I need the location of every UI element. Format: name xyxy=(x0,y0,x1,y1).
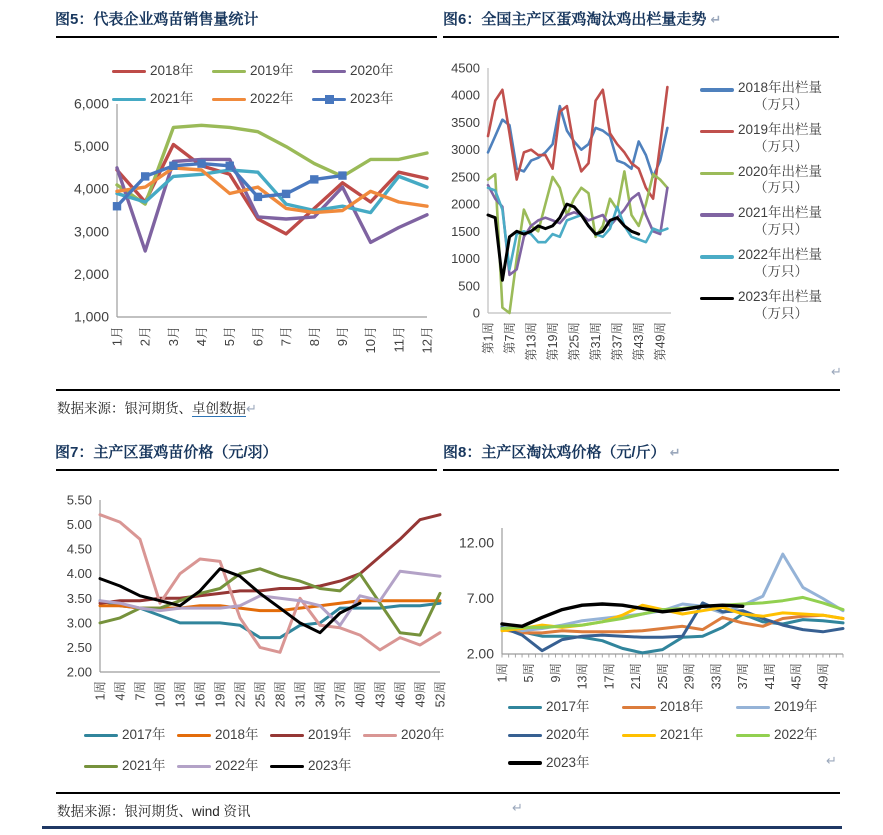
y-tick-label: 3000 xyxy=(451,142,480,158)
legend-item-2021 xyxy=(84,758,177,775)
legend-swatch xyxy=(312,98,346,102)
y-tick-label: 0 xyxy=(472,305,480,321)
legend-swatch xyxy=(736,706,770,710)
y-tick-label: 7.00 xyxy=(466,590,494,606)
return-mark-icon: ↵ xyxy=(826,753,837,768)
legend-swatch xyxy=(84,765,118,769)
x-tick-label: 37周 xyxy=(736,663,751,690)
legend-label: 2018年出栏量 （万只） xyxy=(738,80,823,112)
chart8-canvas xyxy=(455,478,881,713)
x-tick-label: 49周 xyxy=(413,681,428,708)
legend-swatch xyxy=(736,734,770,738)
series-marker xyxy=(113,202,121,210)
legend-swatch xyxy=(84,734,118,738)
x-tick-label: 11月 xyxy=(391,326,407,353)
x-tick-label: 33周 xyxy=(709,663,724,690)
legend-label: 2018年 xyxy=(660,699,704,714)
y-tick-label: 2000 xyxy=(451,196,480,212)
x-tick-label: 22周 xyxy=(233,681,248,708)
chart7-chick-price xyxy=(55,480,450,737)
legend-swatch xyxy=(700,255,734,259)
y-tick-label: 5.00 xyxy=(66,517,92,533)
x-tick-label: 25周 xyxy=(253,681,268,708)
x-tick-label: 3月 xyxy=(165,326,181,347)
legend-swatch xyxy=(700,213,734,217)
x-tick-label: 6月 xyxy=(250,326,266,347)
x-tick-label: 1周 xyxy=(495,663,510,683)
y-tick-label: 2.00 xyxy=(466,645,494,662)
legend-swatch xyxy=(622,734,656,738)
x-tick-label: 10周 xyxy=(153,681,168,708)
legend-item-2020 xyxy=(363,727,456,744)
x-tick-label: 29周 xyxy=(682,663,697,690)
legend-swatch xyxy=(112,70,146,74)
legend-label: 2017年 xyxy=(122,727,166,742)
y-tick-label: 4,000 xyxy=(73,180,109,197)
legend-label: 2023年 xyxy=(350,90,394,106)
y-tick-label: 2,000 xyxy=(73,265,109,282)
y-tick-label: 1500 xyxy=(451,223,480,239)
legend-label: 2023年出栏量 （万只） xyxy=(738,288,823,321)
source1-text: 数据来源：银河期货、 xyxy=(57,401,192,416)
legend-item-2019 xyxy=(700,122,882,156)
series-marker xyxy=(282,190,290,198)
y-tick-label: 3.00 xyxy=(66,615,92,631)
series-marker xyxy=(197,159,205,167)
legend-item-2019 xyxy=(736,699,850,716)
legend-item-2020 xyxy=(312,63,412,80)
y-tick-label: 2.50 xyxy=(66,639,92,655)
page-bottom-border xyxy=(42,826,842,829)
series-marker xyxy=(338,171,346,179)
legend-item-2022 xyxy=(177,758,270,775)
chart6-legend xyxy=(700,80,882,323)
legend-marker xyxy=(325,95,334,104)
x-tick-label: 28周 xyxy=(273,681,288,708)
x-tick-label: 4周 xyxy=(113,681,128,701)
legend-label: 2019年 xyxy=(250,63,294,78)
chart6-cull-hen-volume xyxy=(441,55,705,382)
legend-label: 2018年 xyxy=(150,63,194,78)
legend-item-2018 xyxy=(700,80,882,114)
legend-item-2018 xyxy=(622,699,736,716)
legend-swatch xyxy=(700,297,734,301)
zhuochuang-data-link[interactable]: 卓创数据 xyxy=(192,401,246,416)
x-tick-label: 5月 xyxy=(222,326,238,347)
x-tick-label: 12月 xyxy=(419,326,435,354)
series-line-2017 xyxy=(100,601,440,638)
x-tick-label: 9月 xyxy=(334,326,350,347)
divider xyxy=(56,469,437,471)
figure5-title-text: 图5：代表企业鸡苗销售量统计 xyxy=(55,11,259,28)
legend-label: 2020年出栏量 （万只） xyxy=(738,163,823,196)
x-tick-label: 45周 xyxy=(789,663,804,690)
legend-item-2020 xyxy=(508,727,622,744)
x-tick-label: 第19周 xyxy=(546,322,561,361)
legend-label: 2019年出栏量 （万只） xyxy=(738,121,823,154)
x-tick-label: 8月 xyxy=(306,326,322,347)
series-marker xyxy=(254,193,262,201)
figure8-title xyxy=(443,441,681,462)
legend-item-2017 xyxy=(508,699,622,716)
figure7-title-text: 图7：主产区蛋鸡苗价格（元/羽） xyxy=(55,444,278,461)
legend-item-2019 xyxy=(270,727,363,744)
legend-label: 2021年 xyxy=(122,757,166,773)
y-tick-label: 3.50 xyxy=(66,590,92,606)
legend-label: 2022年 xyxy=(250,90,294,106)
x-tick-label: 34周 xyxy=(313,681,328,708)
x-tick-label: 25周 xyxy=(655,663,670,690)
x-tick-label: 13周 xyxy=(575,663,590,690)
figure8-title-text: 图8：主产区淘汰鸡价格（元/斤） xyxy=(443,444,666,461)
x-tick-label: 第31周 xyxy=(589,322,604,361)
legend-swatch xyxy=(508,734,542,738)
series-marker xyxy=(169,162,177,170)
x-tick-label: 13周 xyxy=(173,681,188,708)
legend-swatch xyxy=(508,706,542,710)
x-tick-label: 19周 xyxy=(213,681,228,708)
return-mark-icon: ↵ xyxy=(246,401,257,416)
legend-item-2019 xyxy=(212,63,312,80)
y-tick-label: 1,000 xyxy=(73,308,109,325)
x-tick-label: 1周 xyxy=(93,681,108,701)
legend-swatch xyxy=(212,70,246,74)
x-tick-label: 49周 xyxy=(816,663,831,690)
x-tick-label: 第37周 xyxy=(610,322,625,361)
legend-item-2021 xyxy=(112,91,212,108)
series-marker xyxy=(226,162,234,170)
x-tick-label: 5周 xyxy=(522,663,537,683)
divider xyxy=(56,36,437,38)
legend-swatch xyxy=(177,765,211,769)
legend-label: 2022年 xyxy=(774,726,818,742)
legend-swatch xyxy=(312,70,346,74)
legend-item-2023 xyxy=(270,758,363,775)
return-mark-icon: ↵ xyxy=(669,445,681,460)
legend-label: 2020年 xyxy=(401,727,445,742)
y-tick-label: 4.00 xyxy=(66,566,92,582)
legend-label: 2023年 xyxy=(546,754,590,770)
return-mark-icon: ↵ xyxy=(831,364,842,379)
legend-label: 2022年出栏量 （万只） xyxy=(738,247,823,279)
y-tick-label: 2.00 xyxy=(66,664,92,680)
x-tick-label: 第25周 xyxy=(567,322,582,361)
legend-label: 2020年 xyxy=(546,726,590,742)
legend-swatch xyxy=(270,734,304,738)
legend-label: 2020年 xyxy=(350,63,394,78)
chart6-canvas xyxy=(441,55,705,377)
legend-label: 2019年 xyxy=(774,699,818,714)
x-tick-label: 10月 xyxy=(363,326,379,354)
figure6-title xyxy=(443,8,721,29)
divider xyxy=(443,36,839,38)
legend-item-2017 xyxy=(84,727,177,744)
x-tick-label: 7月 xyxy=(278,326,294,347)
x-tick-label: 第1周 xyxy=(481,322,496,354)
legend-item-2022 xyxy=(736,727,850,744)
x-tick-label: 第49周 xyxy=(653,322,668,361)
y-tick-label: 4.50 xyxy=(66,541,92,557)
y-tick-label: 1000 xyxy=(451,251,480,267)
chart8-cull-hen-price xyxy=(455,478,881,718)
legend-item-2023 xyxy=(508,755,622,772)
y-tick-label: 5.50 xyxy=(66,492,92,508)
legend-swatch xyxy=(112,98,146,102)
figure6-title-text: 图6：全国主产区蛋鸡淘汰鸡出栏量走势 xyxy=(443,11,707,28)
legend-swatch xyxy=(212,98,246,102)
legend-swatch xyxy=(622,706,656,710)
legend-swatch xyxy=(700,130,734,134)
legend-label: 2018年 xyxy=(215,727,259,742)
y-tick-label: 12.00 xyxy=(458,534,494,551)
legend-label: 2021年 xyxy=(660,726,704,742)
x-tick-label: 16周 xyxy=(193,681,208,708)
source2-text: 数据来源：银河期货、wind 资讯 xyxy=(57,804,251,819)
legend-swatch xyxy=(270,765,304,769)
return-mark-icon: ↵ xyxy=(512,800,523,815)
x-tick-label: 17周 xyxy=(602,663,617,690)
return-mark-icon: ↵ xyxy=(710,12,722,27)
y-tick-label: 2500 xyxy=(451,169,480,185)
source-line-2 xyxy=(57,800,251,820)
chart7-canvas xyxy=(55,480,450,732)
y-tick-label: 4500 xyxy=(451,60,480,76)
legend-item-2023 xyxy=(700,289,882,323)
legend-item-2022 xyxy=(212,91,312,108)
legend-swatch xyxy=(700,88,734,92)
legend-item-2018 xyxy=(112,63,212,80)
x-tick-label: 7周 xyxy=(133,681,148,701)
series-line-2017 xyxy=(502,614,843,653)
x-tick-label: 第13周 xyxy=(524,322,539,361)
legend-label: 2017年 xyxy=(546,699,590,714)
y-tick-label: 3,000 xyxy=(73,223,109,240)
legend-label: 2022年 xyxy=(215,757,259,773)
x-tick-label: 52周 xyxy=(433,681,448,708)
x-tick-label: 第7周 xyxy=(503,322,518,354)
y-tick-label: 6,000 xyxy=(73,95,109,112)
x-tick-label: 31周 xyxy=(293,681,308,708)
divider xyxy=(56,792,840,794)
legend-item-2018 xyxy=(177,727,270,744)
x-tick-label: 40周 xyxy=(353,681,368,708)
figure7-title xyxy=(55,441,278,462)
y-tick-label: 5,000 xyxy=(73,138,109,155)
legend-swatch xyxy=(700,172,734,176)
legend-swatch xyxy=(177,734,211,738)
series-line-2021 xyxy=(488,185,667,275)
chart8-legend xyxy=(508,699,856,772)
legend-item-2023 xyxy=(312,91,412,108)
source-line-1 xyxy=(57,397,257,417)
x-tick-label: 41周 xyxy=(762,663,777,690)
legend-swatch xyxy=(363,734,397,738)
y-tick-label: 4000 xyxy=(451,87,480,103)
series-line-2018 xyxy=(502,615,843,633)
legend-label: 2021年 xyxy=(150,90,194,106)
divider xyxy=(443,469,839,471)
divider xyxy=(56,389,840,391)
x-tick-label: 9周 xyxy=(548,663,563,683)
x-tick-label: 第43周 xyxy=(632,322,647,361)
x-tick-label: 2月 xyxy=(137,326,153,347)
chart7-legend xyxy=(84,727,460,775)
series-marker xyxy=(310,175,318,183)
x-tick-label: 43周 xyxy=(373,681,388,708)
series-marker xyxy=(141,172,149,180)
figure5-title xyxy=(55,8,258,29)
legend-label: 2021年出栏量 （万只） xyxy=(738,205,823,238)
legend-item-2021 xyxy=(622,727,736,744)
legend-swatch xyxy=(508,761,542,765)
legend-item-2022 xyxy=(700,247,882,281)
legend-item-2021 xyxy=(700,205,882,239)
series-line-2020 xyxy=(100,515,440,653)
chart5-legend xyxy=(112,63,418,108)
x-tick-label: 37周 xyxy=(333,681,348,708)
x-tick-label: 46周 xyxy=(393,681,408,708)
legend-label: 2019年 xyxy=(308,727,352,742)
x-tick-label: 21周 xyxy=(629,663,644,690)
x-tick-label: 1月 xyxy=(109,326,125,347)
y-tick-label: 500 xyxy=(458,278,480,294)
legend-label: 2023年 xyxy=(308,757,352,773)
legend-item-2020 xyxy=(700,164,882,198)
series-line-2019 xyxy=(502,554,843,631)
x-tick-label: 4月 xyxy=(194,326,210,347)
y-tick-label: 3500 xyxy=(451,114,480,130)
